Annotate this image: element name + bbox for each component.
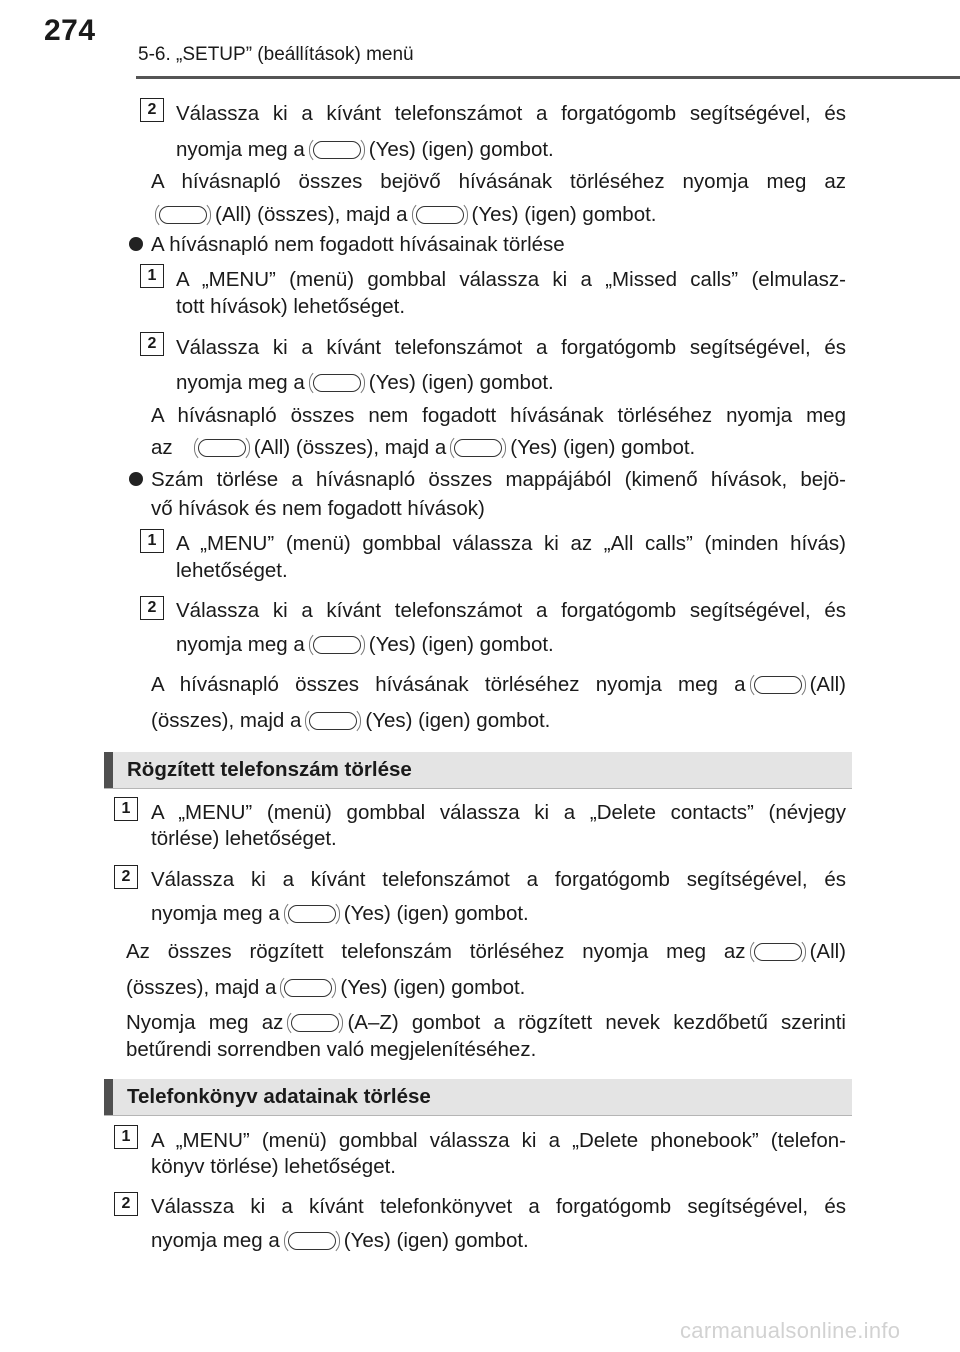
text: A hívásnapló összes hívásának törléséhez nyomja meg a (151, 673, 746, 696)
text: Az összes rögzített telefonszám törléséhez nyomja meg az (126, 940, 746, 963)
paragraph-line: lehetőséget. (176, 559, 288, 582)
all-button-icon (194, 436, 250, 460)
text: (All) (809, 940, 846, 963)
paragraph-line: tott hívások) lehetőséget. (176, 295, 406, 318)
paragraph-line: Válassza ki a kívánt telefonkönyvet a forgatógomb segítségével, és (151, 1195, 846, 1218)
a-z-button-icon (287, 1011, 343, 1035)
text: nyomja meg a (176, 371, 305, 394)
paragraph-line: A „MENU” (menü) gombbal válassza ki a „Delete contacts” (névjegy (151, 801, 846, 824)
paragraph-line: A hívásnapló összes nem fogadott hívásának törléséhez nyomja meg (151, 404, 846, 427)
section-title: 5-6. „SETUP” (beállítások) menü (138, 44, 414, 65)
all-button-icon (155, 203, 211, 227)
text: (Yes) (igen) gombot. (343, 902, 529, 925)
section-heading: Telefonkönyv adatainak törlése (127, 1085, 431, 1108)
text: (Yes) (igen) gombot. (368, 138, 554, 161)
paragraph-line: A „MENU” (menü) gombbal válassza ki az „All calls” (minden hívás) (176, 532, 846, 555)
text: (All) (809, 673, 846, 696)
paragraph-line (176, 628, 846, 661)
section-rule (104, 1115, 852, 1116)
step-badge-1: 1 (114, 797, 138, 821)
text: nyomja meg a (151, 1229, 280, 1252)
text: (Yes) (igen) gombot. (368, 371, 554, 394)
bullet-heading: Szám törlése a hívásnapló összes mappájából (kimenő hívások, bejö- (151, 468, 846, 491)
text: (A–Z) gombot a rögzített nevek kezdőbetű szerinti (347, 1011, 846, 1034)
step-badge-2: 2 (140, 332, 164, 356)
paragraph-line (151, 198, 846, 231)
header-rule (136, 76, 960, 79)
paragraph-line (151, 668, 846, 701)
paragraph-line: Válassza ki a kívánt telefonszámot a forgatógomb segítségével, és (176, 102, 846, 125)
bullet-icon (129, 472, 143, 486)
yes-button-icon (450, 436, 506, 460)
step-badge-2: 2 (140, 98, 164, 122)
text: Nyomja meg az (126, 1011, 284, 1034)
paragraph-line: betűrendi sorrendben való megjelenítéséhez. (126, 1038, 537, 1061)
step-badge-1: 1 (140, 264, 164, 288)
text: (Yes) (igen) gombot. (343, 1229, 529, 1252)
paragraph-line: Válassza ki a kívánt telefonszámot a forgatógomb segítségével, és (151, 868, 846, 891)
page-header (0, 0, 960, 80)
bullet-heading: A hívásnapló nem fogadott hívásainak törlése (151, 233, 565, 256)
text: nyomja meg a (176, 633, 305, 656)
bullet-icon (129, 237, 143, 251)
text: (Yes) (igen) gombot. (368, 633, 554, 656)
yes-button-icon (284, 902, 340, 926)
step-badge-2: 2 (114, 865, 138, 889)
bullet-heading: vő hívások és nem fogadott hívások) (151, 497, 485, 520)
section-rule (104, 788, 852, 789)
paragraph-line: könyv törlése) lehetőséget. (151, 1155, 396, 1178)
paragraph-line: A „MENU” (menü) gombbal válassza ki a „Delete phonebook” (telefon- (151, 1129, 846, 1152)
yes-button-icon (284, 1229, 340, 1253)
yes-button-icon (305, 709, 361, 733)
section-heading: Rögzített telefonszám törlése (127, 758, 412, 781)
text: (összes), majd a (151, 709, 302, 732)
text: az (151, 436, 173, 459)
step-badge-2: 2 (140, 596, 164, 620)
all-button-icon (750, 673, 806, 697)
yes-button-icon (309, 371, 365, 395)
text: (összes), majd a (126, 976, 277, 999)
paragraph-line: Válassza ki a kívánt telefonszámot a forgatógomb segítségével, és (176, 336, 846, 359)
step-badge-1: 1 (114, 1125, 138, 1149)
yes-button-icon (280, 976, 336, 1000)
page-number: 274 (44, 14, 96, 47)
paragraph-line (176, 366, 846, 399)
watermark-text: carmanualsonline.info (680, 1318, 901, 1343)
paragraph-line (126, 935, 846, 968)
text: nyomja meg a (176, 138, 305, 161)
text: (All) (összes), majd a (253, 436, 447, 459)
text: (Yes) (igen) gombot. (510, 436, 696, 459)
paragraph-line: törlése) lehetőséget. (151, 827, 337, 850)
all-button-icon (750, 940, 806, 964)
paragraph-line: Válassza ki a kívánt telefonszámot a forgatógomb segítségével, és (176, 599, 846, 622)
step-badge-2: 2 (114, 1192, 138, 1216)
paragraph-line (151, 897, 846, 930)
paragraph-line (151, 704, 846, 737)
yes-button-icon (309, 138, 365, 162)
paragraph-line: A „MENU” (menü) gombbal válassza ki a „Missed calls” (elmulasz- (176, 268, 846, 291)
paragraph-line (176, 133, 846, 166)
paragraph-line (126, 971, 846, 1004)
step-badge-1: 1 (140, 529, 164, 553)
text: (Yes) (igen) gombot. (471, 203, 657, 226)
text: (Yes) (igen) gombot. (365, 709, 551, 732)
paragraph-line (151, 1224, 846, 1257)
section-heading-band (104, 1079, 852, 1115)
yes-button-icon (309, 633, 365, 657)
yes-button-icon (412, 203, 468, 227)
text: nyomja meg a (151, 902, 280, 925)
text: (All) (összes), majd a (215, 203, 408, 226)
text: (Yes) (igen) gombot. (340, 976, 526, 999)
paragraph-line (151, 431, 846, 464)
section-heading-band (104, 752, 852, 788)
paragraph-line: A hívásnapló összes bejövő hívásának törléséhez nyomja meg az (151, 170, 846, 193)
